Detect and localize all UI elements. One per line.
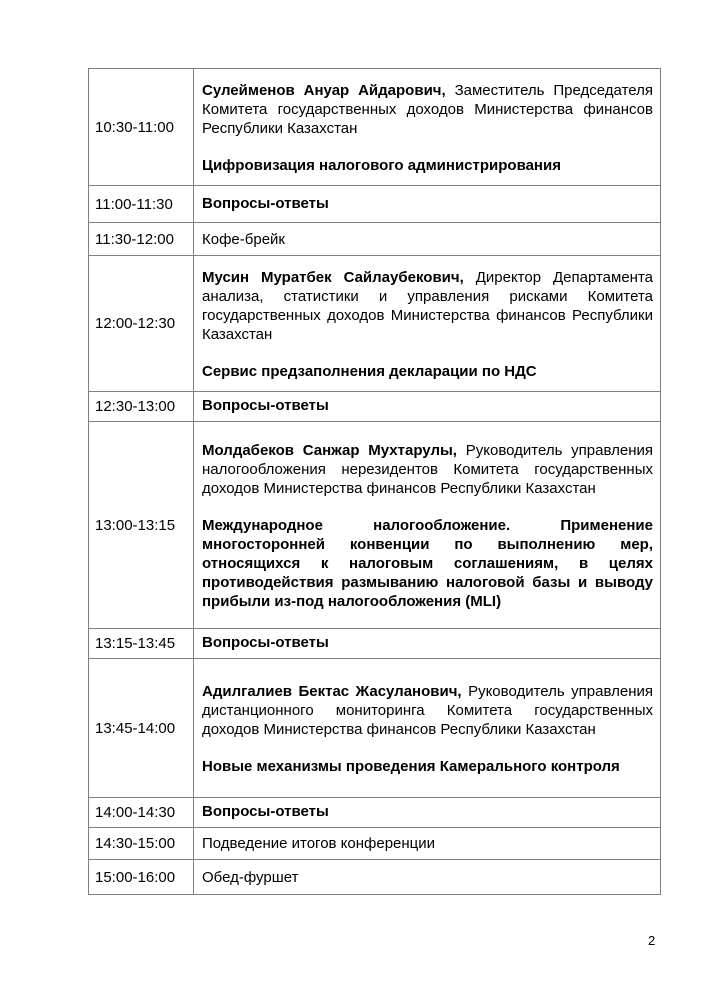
table-row (89, 422, 661, 629)
time-slot: 12:30-13:00 (89, 392, 194, 422)
time-slot: 15:00-16:00 (89, 860, 194, 895)
table-row (89, 223, 661, 256)
speaker-role: Руководитель управления дистанционного мониторинга Комитета государственных доходов Министерства финансов Республики Казахстан (202, 683, 653, 738)
time-slot: 14:30-15:00 (89, 828, 194, 860)
speaker-role: Заместитель Председателя Комитета государственных доходов Министерства финансов Республики Казахстан (202, 82, 653, 137)
table-row (89, 256, 661, 392)
table-row (89, 186, 661, 223)
time-slot: 13:00-13:15 (89, 422, 194, 629)
time-slot: 12:00-12:30 (89, 256, 194, 392)
speaker-paragraph (202, 682, 653, 739)
speaker-paragraph (202, 268, 653, 344)
qa-cell: Вопросы-ответы (194, 798, 661, 828)
qa-cell: Вопросы-ответы (194, 392, 661, 422)
time-slot: 13:45-14:00 (89, 659, 194, 798)
time-slot: 11:30-12:00 (89, 223, 194, 256)
session-cell (194, 422, 661, 629)
qa-cell: Вопросы-ответы (194, 629, 661, 659)
qa-cell: Вопросы-ответы (194, 186, 661, 223)
table-row (89, 629, 661, 659)
session-topic: Международное налогообложение. Применение многосторонней конвенции по выполнению мер, относящихся к налоговым соглашениям, в целях противодействия размыванию налоговой базы и выводу прибыли из-под налогообложения (MLI) (202, 517, 653, 610)
speaker-name: Молдабеков Санжар Мухтарулы, (202, 442, 457, 459)
agenda-table (88, 68, 661, 895)
speaker-paragraph (202, 441, 653, 498)
summary-cell: Подведение итогов конференции (194, 828, 661, 860)
time-slot: 10:30-11:00 (89, 69, 194, 186)
session-cell (194, 69, 661, 186)
speaker-name: Мусин Муратбек Сайлаубекович, (202, 269, 464, 286)
session-topic: Сервис предзаполнения декларации по НДС (202, 363, 537, 380)
time-slot: 14:00-14:30 (89, 798, 194, 828)
table-row (89, 798, 661, 828)
table-row (89, 828, 661, 860)
speaker-paragraph (202, 81, 653, 138)
break-cell: Кофе-брейк (194, 223, 661, 256)
session-cell (194, 659, 661, 798)
time-slot: 11:00-11:30 (89, 186, 194, 223)
table-row (89, 392, 661, 422)
table-row (89, 69, 661, 186)
lunch-cell: Обед-фуршет (194, 860, 661, 895)
speaker-role: Руководитель управления налогообложения нерезидентов Комитета государственных доходов Министерства финансов Республики Казахстан (202, 442, 653, 497)
table-row (89, 860, 661, 895)
speaker-role: Директор Департамента анализа, статистики и управления рисками Комитета государственных доходов Министерства финансов Республики Казахстан (202, 269, 654, 343)
time-slot: 13:15-13:45 (89, 629, 194, 659)
speaker-name: Адилгалиев Бектас Жасуланович, (202, 683, 462, 700)
session-cell (194, 256, 661, 392)
session-topic: Цифровизация налогового администрирования (202, 157, 561, 174)
speaker-name: Сулейменов Ануар Айдарович, (202, 82, 446, 99)
page-number: 2 (648, 933, 656, 948)
table-row (89, 659, 661, 798)
session-topic: Новые механизмы проведения Камерального контроля (202, 758, 620, 775)
